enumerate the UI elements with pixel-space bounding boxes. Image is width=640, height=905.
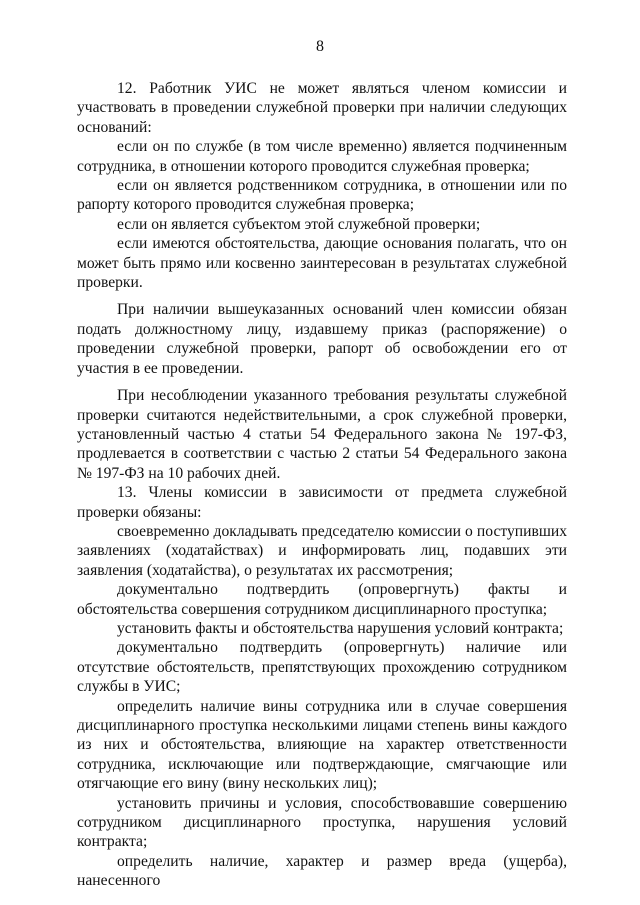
paragraph-invalid-results: При несоблюдении указанного требования результаты служебной проверки считаются недействительными, а срок служебной проверки, установленный частью 4 статьи 54 Федерального закона № 197-ФЗ, продлевается в соответствии с частью 2 статьи 54 Федерального закона № 197-ФЗ на 10 рабочих дней. <box>77 387 567 482</box>
paragraph-12-intro: 12. Работник УИС не может являться членом комиссии и участвовать в проведении служебной проверки при наличии следующих оснований: <box>77 80 567 136</box>
paragraph-guilt: определить наличие вины сотрудника или в случае совершения дисциплинарного проступка несколькими лицами степень вины каждого из них и обстоятельства, влияющие на характер ответственности сотрудника, исключающие или подтверждающие, смягчающие или отягчающие его вину (вину нескольких лиц); <box>77 697 567 793</box>
paragraph-confirm-facts: документально подтвердить (опровергнуть) факты и обстоятельства совершения сотрудником дисциплинарного проступка; <box>77 581 567 618</box>
paragraph-damage: определить наличие, характер и размер вреда (ущерба), нанесенного <box>77 852 567 890</box>
document-body <box>77 79 567 891</box>
paragraph-contract-violation: установить факты и обстоятельства нарушения условий контракта; <box>117 619 564 637</box>
page-number: 8 <box>316 38 324 55</box>
paragraph-13-intro: 13. Члены комиссии в зависимости от предмета служебной проверки обязаны: <box>77 484 567 521</box>
paragraph-subordinate: если он по службе (в том числе временно) является подчиненным сотрудника, в отношении которого проводится служебная проверка; <box>77 138 567 175</box>
paragraph-release-report: При наличии вышеуказанных оснований член комиссии обязан подать должностному лицу, издавшему приказ (распоряжение) о проведении служебной проверки, рапорт об освобождении его от участия в ее проведении. <box>77 301 567 377</box>
paragraph-report-chairman: своевременно докладывать председателю комиссии о поступивших заявлениях (ходатайствах) и информировать лиц, подавших эти заявления (ходатайства), о результатах их рассмотрения; <box>77 522 567 579</box>
paragraph-causes: установить причины и условия, способствовавшие совершению сотрудником дисциплинарного проступка, нарушения условий контракта; <box>77 794 567 851</box>
paragraph-service-obstacles: документально подтвердить (опровергнуть) наличие или отсутствие обстоятельств, препятствующих прохождению сотрудником службы в УИС; <box>77 639 567 696</box>
paragraph-relative: если он является родственником сотрудника, в отношении или по рапорту которого проводится служебная проверка; <box>77 177 567 214</box>
paragraph-interest: если имеются обстоятельства, дающие основания полагать, что он может быть прямо или косвенно заинтересован в результатах служебной проверки. <box>77 235 567 292</box>
paragraph-subject: если он является субъектом этой служебной проверки; <box>117 215 481 233</box>
